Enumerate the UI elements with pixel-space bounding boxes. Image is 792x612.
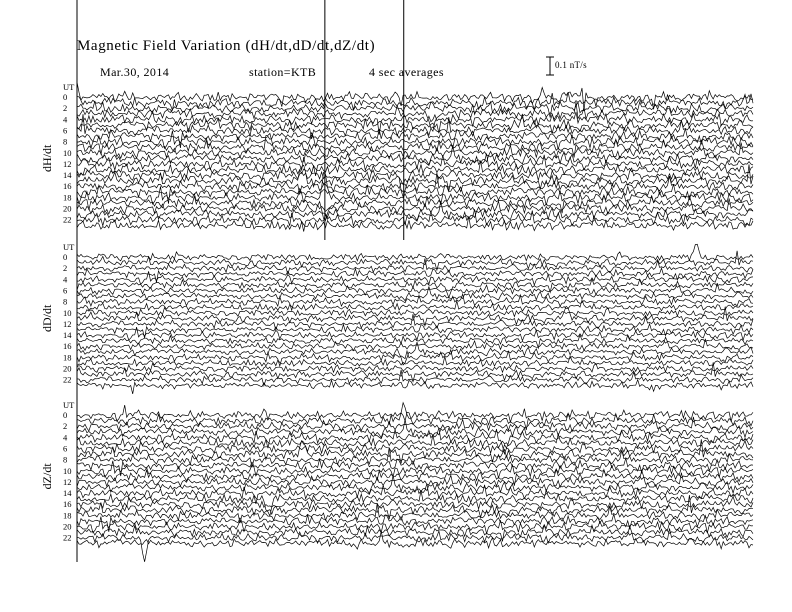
ut-label: UT (63, 82, 75, 92)
hour-tick-label: 8 (63, 454, 68, 465)
hour-tick-label: 0 (63, 410, 68, 420)
hour-tick-label: 8 (63, 296, 68, 307)
hour-tick-label: 22 (63, 214, 72, 225)
trace-hour-2 (77, 415, 753, 432)
hour-tick-label: 6 (63, 125, 68, 136)
station-label: station=KTB (249, 65, 317, 79)
trace-hour-22 (77, 370, 753, 386)
hour-tick-label: 16 (63, 181, 72, 192)
panel-dddt (40, 242, 753, 394)
hour-tick-label: 16 (63, 341, 72, 352)
trace-hour-23 (77, 380, 753, 394)
hour-tick-label: 4 (63, 274, 68, 285)
hour-tick-label: 22 (63, 374, 72, 385)
averaging-label: 4 sec averages (369, 65, 444, 79)
trace-hour-21 (77, 201, 753, 221)
hour-tick-label: 0 (63, 92, 68, 102)
hour-tick-label: 20 (63, 521, 72, 532)
hour-tick-label: 10 (63, 307, 72, 318)
hour-tick-label: 0 (63, 252, 68, 262)
trace-hour-2 (77, 101, 753, 118)
hour-tick-label: 2 (63, 103, 68, 114)
hour-tick-label: 2 (63, 421, 68, 432)
trace-hour-20 (77, 363, 753, 372)
hour-tick-label: 4 (63, 432, 68, 443)
panel-dzdt (40, 400, 753, 562)
hour-tick-label: 8 (63, 136, 68, 147)
hour-tick-label: 12 (63, 318, 72, 329)
trace-hour-5 (77, 279, 753, 297)
y-axis-label: dZ/dt (40, 463, 54, 490)
trace-hour-0 (77, 244, 753, 260)
trace-hour-16 (77, 496, 753, 509)
trace-hour-8 (77, 131, 753, 150)
hour-tick-label: 10 (63, 465, 72, 476)
hour-tick-label: 18 (63, 352, 72, 363)
trace-hour-8 (77, 448, 753, 468)
trace-hour-0 (77, 88, 753, 111)
trace-hour-21 (77, 525, 753, 541)
chart-title: Magnetic Field Variation (dH/dt,dD/dt,dZ/dt) (77, 38, 376, 54)
panel-dhdt (40, 82, 753, 232)
trace-hour-2 (77, 259, 753, 275)
hour-tick-label: 16 (63, 499, 72, 510)
hour-tick-label: 20 (63, 203, 72, 214)
trace-hour-15 (77, 490, 753, 516)
hour-tick-label: 20 (63, 363, 72, 374)
y-axis-label: dH/dt (40, 144, 54, 172)
trace-hour-12 (77, 154, 753, 176)
trace-hour-1 (77, 82, 753, 110)
hour-tick-label: 12 (63, 158, 72, 169)
hour-tick-label: 12 (63, 476, 72, 487)
trace-hour-19 (77, 356, 753, 367)
hour-tick-label: 10 (63, 147, 72, 158)
ut-label: UT (63, 400, 75, 410)
trace-hour-17 (77, 342, 753, 365)
hour-tick-label: 18 (63, 192, 72, 203)
hour-tick-label: 14 (63, 330, 72, 341)
trace-hour-10 (77, 140, 753, 159)
ut-label: UT (63, 242, 75, 252)
trace-hour-7 (77, 286, 753, 300)
trace-hour-5 (77, 114, 753, 133)
date-label: Mar.30, 2014 (100, 65, 170, 79)
y-axis-label: dD/dt (40, 304, 54, 332)
hour-tick-label: 6 (63, 285, 68, 296)
hour-tick-label: 4 (63, 114, 68, 125)
hour-tick-label: 2 (63, 263, 68, 274)
hour-tick-label: 18 (63, 510, 72, 521)
hour-tick-label: 14 (63, 488, 72, 499)
hour-tick-label: 22 (63, 532, 72, 543)
scale-bar-label: 0.1 nT/s (555, 60, 587, 70)
hour-tick-label: 6 (63, 443, 68, 454)
trace-hour-22 (77, 526, 753, 562)
trace-hour-23 (77, 216, 753, 231)
trace-hour-6 (77, 441, 753, 454)
trace-hour-15 (77, 335, 753, 348)
hour-tick-label: 14 (63, 170, 72, 181)
trace-hour-6 (77, 281, 753, 295)
